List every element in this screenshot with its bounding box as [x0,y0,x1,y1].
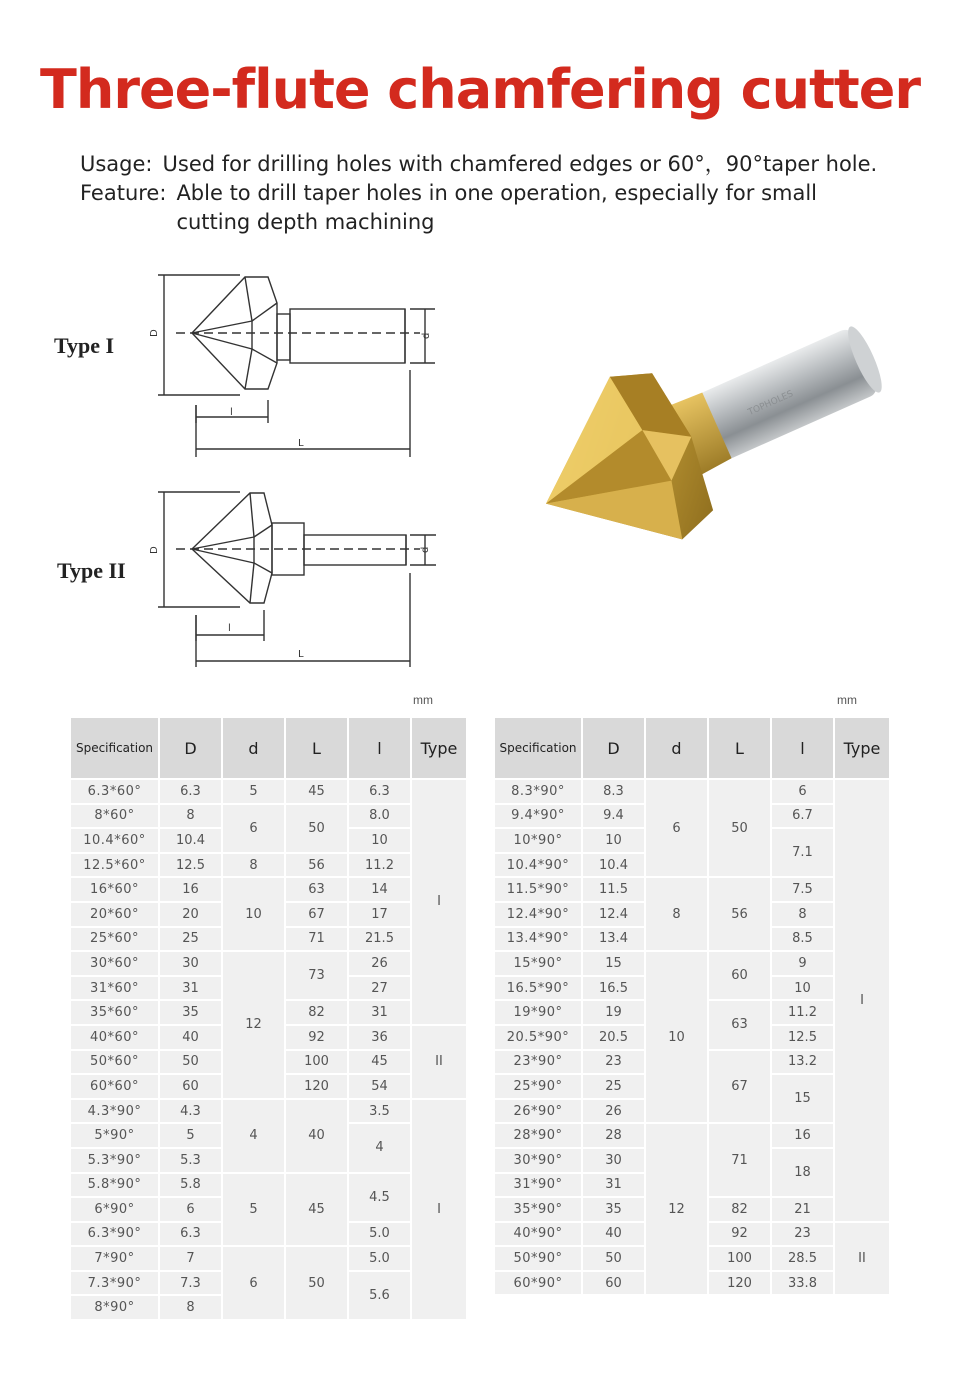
cell-spec: 8*90° [71,1296,158,1319]
cell-spec: 9.4*90° [495,805,581,828]
cell-spec: 5.8*90° [71,1174,158,1197]
cell-l: 54 [349,1075,410,1098]
cell-D: 31 [160,977,221,1000]
cell-L: 50 [286,805,347,852]
cell-D: 13.4 [583,928,644,951]
cell-D: 5.8 [160,1174,221,1197]
cell-D: 4.3 [160,1100,221,1123]
cell-D: 20 [160,903,221,926]
header-type: Type [835,718,889,778]
dim-d-label: d [421,332,432,339]
unit-left: mm [413,693,433,707]
cell-l: 33.8 [772,1272,833,1295]
feature-text: Able to drill taper holes in one operation, especially for small cutting depth machining [176,181,818,234]
header-d: d [646,718,707,778]
cell-l: 28.5 [772,1247,833,1270]
cell-type: II [835,1223,889,1295]
cell-spec: 31*90° [495,1174,581,1197]
table-row [71,878,466,901]
cell-spec: 40*90° [495,1223,581,1246]
cell-D: 35 [160,1001,221,1024]
cell-D: 40 [583,1223,644,1246]
cell-D: 28 [583,1124,644,1147]
cell-D: 15 [583,952,644,975]
cell-D: 12.4 [583,903,644,926]
brand-mark: TOPHOLES [746,389,795,418]
cell-D: 12.5 [160,854,221,877]
cell-l: 17 [349,903,410,926]
cell-l: 18 [772,1149,833,1196]
cell-l: 16 [772,1124,833,1147]
cell-L: 100 [286,1051,347,1074]
cell-spec: 60*60° [71,1075,158,1098]
table-row [71,805,466,828]
cell-l: 36 [349,1026,410,1049]
header-spec: Specification [495,718,581,778]
table-row [495,1124,889,1147]
cell-d: 12 [646,1124,707,1294]
cell-D: 8 [160,805,221,828]
header-L: L [286,718,347,778]
cell-spec: 8*60° [71,805,158,828]
cell-L: 50 [286,1247,347,1319]
dim-L-label-2: L [298,649,304,660]
dim-l-label-2: l [228,623,231,634]
cell-L: 60 [709,952,770,999]
cell-L: 63 [286,878,347,901]
cell-L: 67 [286,903,347,926]
usage-label: Usage: [80,152,153,176]
cell-L: 56 [709,878,770,950]
usage-row [80,150,900,179]
cell-spec: 12.4*90° [495,903,581,926]
cell-l: 5.0 [349,1223,410,1246]
cell-l: 21 [772,1198,833,1221]
cell-D: 40 [160,1026,221,1049]
cell-D: 8.3 [583,780,644,803]
cell-spec: 19*90° [495,1001,581,1024]
type-1-drawing [140,265,440,460]
chamfer-cutter-photo [495,300,895,590]
cell-L: 50 [709,780,770,876]
cell-spec: 16*60° [71,878,158,901]
cell-l: 7.1 [772,829,833,876]
cell-l: 27 [349,977,410,1000]
cell-d: 5 [223,780,284,803]
cell-L: 45 [286,780,347,803]
cell-type: II [412,1026,466,1098]
cell-d: 6 [223,1247,284,1319]
cell-spec: 30*90° [495,1149,581,1172]
cell-D: 10.4 [583,854,644,877]
cell-spec: 7*90° [71,1247,158,1270]
cell-D: 50 [160,1051,221,1074]
type-2-drawing [140,485,440,670]
cell-spec: 40*60° [71,1026,158,1049]
cell-D: 25 [160,928,221,951]
cell-l: 31 [349,1001,410,1024]
cell-spec: 12.5*60° [71,854,158,877]
table-header [71,718,466,778]
cell-D: 26 [583,1100,644,1123]
cell-L: 56 [286,854,347,877]
cell-type: I [835,780,889,1221]
header-D: D [160,718,221,778]
cell-spec: 31*60° [71,977,158,1000]
cell-spec: 10.4*90° [495,854,581,877]
dim-d-label-2: d [420,546,431,553]
cell-spec: 35*60° [71,1001,158,1024]
table-row [71,1174,466,1197]
description [80,150,900,237]
usage-text: Used for drilling holes with chamfered edges or 60°，90°taper hole. [162,152,878,176]
cell-l: 4.5 [349,1174,410,1221]
cell-d: 6 [223,805,284,852]
cell-l: 13.2 [772,1051,833,1074]
cell-spec: 23*90° [495,1051,581,1074]
cell-D: 60 [583,1272,644,1295]
cell-l: 11.2 [772,1001,833,1024]
cell-D: 5.3 [160,1149,221,1172]
cell-D: 16.5 [583,977,644,1000]
cell-l: 21.5 [349,928,410,951]
cell-spec: 25*60° [71,928,158,951]
cell-spec: 15*90° [495,952,581,975]
cell-D: 19 [583,1001,644,1024]
cell-spec: 7.3*90° [71,1272,158,1295]
cell-d: 4 [223,1100,284,1172]
cell-spec: 10*90° [495,829,581,852]
cell-spec: 25*90° [495,1075,581,1098]
cell-l: 8.5 [772,928,833,951]
cell-spec: 10.4*60° [71,829,158,852]
cell-D: 7 [160,1247,221,1270]
cell-d: 8 [646,878,707,950]
cell-spec: 30*60° [71,952,158,975]
cell-l: 14 [349,878,410,901]
cell-D: 8 [160,1296,221,1319]
cell-d: 12 [223,952,284,1098]
cell-D: 30 [160,952,221,975]
cell-spec: 6.3*60° [71,780,158,803]
page-title: Three-flute chamfering cutter [40,58,920,121]
spec-table-left [69,716,468,1321]
cell-l: 9 [772,952,833,975]
header-d: d [223,718,284,778]
cell-D: 31 [583,1174,644,1197]
cell-D: 7.3 [160,1272,221,1295]
table-row [495,878,889,901]
cell-spec: 6*90° [71,1198,158,1221]
cell-D: 6.3 [160,780,221,803]
cell-L: 40 [286,1100,347,1172]
cell-L: 67 [709,1051,770,1123]
header-l: l [772,718,833,778]
cell-d: 10 [646,952,707,1122]
cell-l: 12.5 [772,1026,833,1049]
cell-L: 120 [709,1272,770,1295]
cell-spec: 20*60° [71,903,158,926]
cell-L: 73 [286,952,347,999]
spec-table-right [493,716,891,1296]
cell-L: 92 [286,1026,347,1049]
cell-l: 8 [772,903,833,926]
cell-D: 60 [160,1075,221,1098]
cell-l: 5.6 [349,1272,410,1319]
cell-D: 20.5 [583,1026,644,1049]
type-2-label: Type II [57,558,126,583]
cell-l: 6.3 [349,780,410,803]
cell-spec: 60*90° [495,1272,581,1295]
cell-spec: 13.4*90° [495,928,581,951]
header-type: Type [412,718,466,778]
unit-right: mm [837,693,857,707]
cell-l: 4 [349,1124,410,1171]
cell-L: 120 [286,1075,347,1098]
cell-spec: 5*90° [71,1124,158,1147]
cell-type: I [412,780,466,1024]
cell-spec: 4.3*90° [71,1100,158,1123]
cell-spec: 6.3*90° [71,1223,158,1246]
cell-D: 50 [583,1247,644,1270]
cell-l: 15 [772,1075,833,1122]
cell-D: 10 [583,829,644,852]
dim-D-label-2: D [149,546,160,554]
cell-d: 6 [646,780,707,876]
cell-l: 6 [772,780,833,803]
cell-L: 63 [709,1001,770,1048]
table-row [495,952,889,975]
cell-D: 30 [583,1149,644,1172]
cell-L: 71 [286,928,347,951]
table-row [71,780,466,803]
header-L: L [709,718,770,778]
type-1-label: Type I [54,333,115,358]
cell-d: 10 [223,878,284,950]
cell-D: 35 [583,1198,644,1221]
cell-l: 8.0 [349,805,410,828]
cell-D: 23 [583,1051,644,1074]
cell-l: 6.7 [772,805,833,828]
cell-L: 100 [709,1247,770,1270]
dim-l-label: l [230,407,233,418]
header-D: D [583,718,644,778]
table-row [71,952,466,975]
cell-spec: 26*90° [495,1100,581,1123]
dim-L-label: L [298,438,304,449]
cell-spec: 11.5*90° [495,878,581,901]
cell-l: 5.0 [349,1247,410,1270]
cell-D: 11.5 [583,878,644,901]
table-row [71,1100,466,1123]
cell-spec: 8.3*90° [495,780,581,803]
cell-L: 71 [709,1124,770,1196]
cell-spec: 20.5*90° [495,1026,581,1049]
cell-D: 6.3 [160,1223,221,1246]
cell-l: 45 [349,1051,410,1074]
cell-l: 3.5 [349,1100,410,1123]
cell-spec: 16.5*90° [495,977,581,1000]
cell-L: 92 [709,1223,770,1246]
feature-label: Feature: [80,181,167,205]
cell-D: 25 [583,1075,644,1098]
cell-spec: 28*90° [495,1124,581,1147]
feature-row [80,179,900,237]
header-spec: Specification [71,718,158,778]
cell-d: 5 [223,1174,284,1246]
cell-L: 82 [709,1198,770,1221]
cell-l: 10 [772,977,833,1000]
cell-spec: 50*90° [495,1247,581,1270]
cell-D: 16 [160,878,221,901]
cell-type: I [412,1100,466,1319]
cell-spec: 5.3*90° [71,1149,158,1172]
cell-l: 23 [772,1223,833,1246]
cell-D: 6 [160,1198,221,1221]
cell-spec: 35*90° [495,1198,581,1221]
header-l: l [349,718,410,778]
cell-L: 45 [286,1174,347,1246]
cell-D: 9.4 [583,805,644,828]
table-header [495,718,889,778]
cell-l: 26 [349,952,410,975]
cell-D: 10.4 [160,829,221,852]
cell-D: 5 [160,1124,221,1147]
table-row [495,780,889,803]
cell-l: 10 [349,829,410,852]
dim-D-label: D [149,329,160,337]
table-row [71,854,466,877]
cell-l: 7.5 [772,878,833,901]
cell-l: 11.2 [349,854,410,877]
table-row [71,1247,466,1270]
cell-d: 8 [223,854,284,877]
cell-spec: 50*60° [71,1051,158,1074]
cell-L: 82 [286,1001,347,1024]
